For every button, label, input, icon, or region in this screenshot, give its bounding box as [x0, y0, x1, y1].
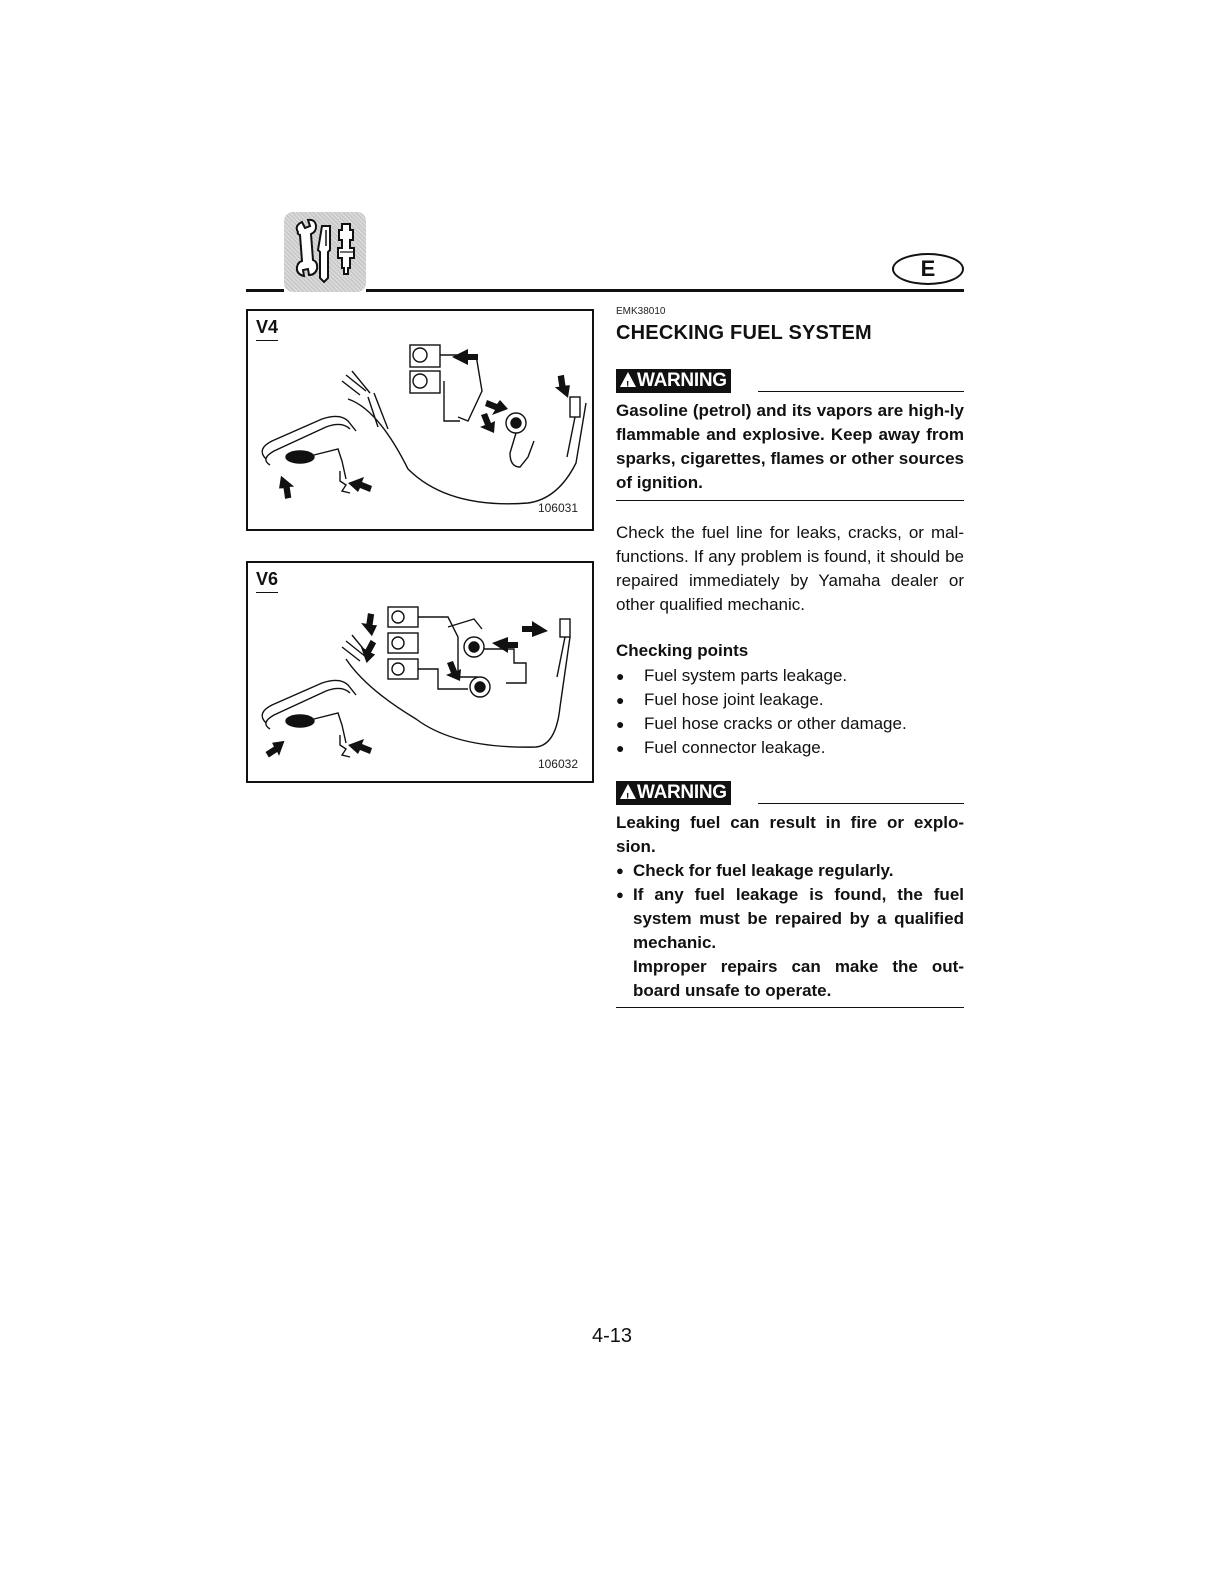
warning-intro: Leaking fuel can result in fire or explo-sion.: [616, 813, 964, 856]
warning-end-rule: [616, 1007, 964, 1008]
section-code: EMK38010: [616, 306, 666, 317]
list-item: ● Fuel hose joint leakage.: [616, 688, 964, 712]
warning-continuation: Improper repairs can make the out-board unsafe to operate.: [633, 957, 964, 1000]
warning-triangle-icon: !: [620, 372, 636, 387]
body-text: [616, 521, 964, 617]
figure-code: 106031: [537, 501, 578, 515]
fuel-system-v6-diagram: [248, 563, 592, 781]
figure-v4: [246, 309, 594, 531]
list-item: ● Fuel system parts leakage.: [616, 664, 964, 688]
warning-header: [616, 781, 964, 807]
warning-rule: [758, 391, 964, 392]
warning-text: [616, 811, 964, 1003]
header-rule-right: [366, 289, 964, 292]
body-paragraph: Check the fuel line for leaks, cracks, or mal-functions. If any problem is found, it should be repaired immediately by Yamaha dealer or other qualified mechanic.: [616, 523, 964, 614]
warning-label: WARNING: [637, 782, 727, 803]
language-badge: E: [892, 253, 964, 285]
warning-text: [616, 399, 964, 495]
warning-rule: [758, 803, 964, 804]
page-number: 4-13: [591, 1325, 633, 1347]
warning-paragraph: Gasoline (petrol) and its vapors are high-ly flammable and explosive. Keep away from sparks, cigarettes, flames or other sources of ignition.: [616, 401, 964, 492]
warning-end-rule: [616, 500, 964, 501]
figure-code: 106032: [537, 757, 578, 771]
checking-points-list: [616, 664, 964, 760]
warning-badge: [616, 781, 731, 805]
list-item: ● Fuel hose cracks or other damage.: [616, 712, 964, 736]
warning-header: [616, 369, 964, 395]
maintenance-tab: [284, 212, 366, 292]
fuel-system-v4-diagram: [248, 311, 592, 529]
warning-bullet: ● Check for fuel leakage regularly.: [616, 859, 964, 883]
section-title: CHECKING FUEL SYSTEM: [616, 322, 872, 344]
warning-bullet: ● If any fuel leakage is found, the fuel system must be repaired by a qualified mechanic.: [616, 883, 964, 955]
list-item: ● Fuel connector leakage.: [616, 736, 964, 760]
checking-points-title: Checking points: [616, 641, 749, 660]
figure-label: V6: [256, 569, 279, 589]
figure-label: V4: [256, 317, 279, 337]
tools-icon: [284, 212, 366, 292]
warning-badge: [616, 369, 731, 393]
warning-label: WARNING: [637, 370, 727, 391]
figure-v6: [246, 561, 594, 783]
warning-triangle-icon: !: [620, 784, 636, 799]
header-rule-left: [246, 289, 284, 292]
